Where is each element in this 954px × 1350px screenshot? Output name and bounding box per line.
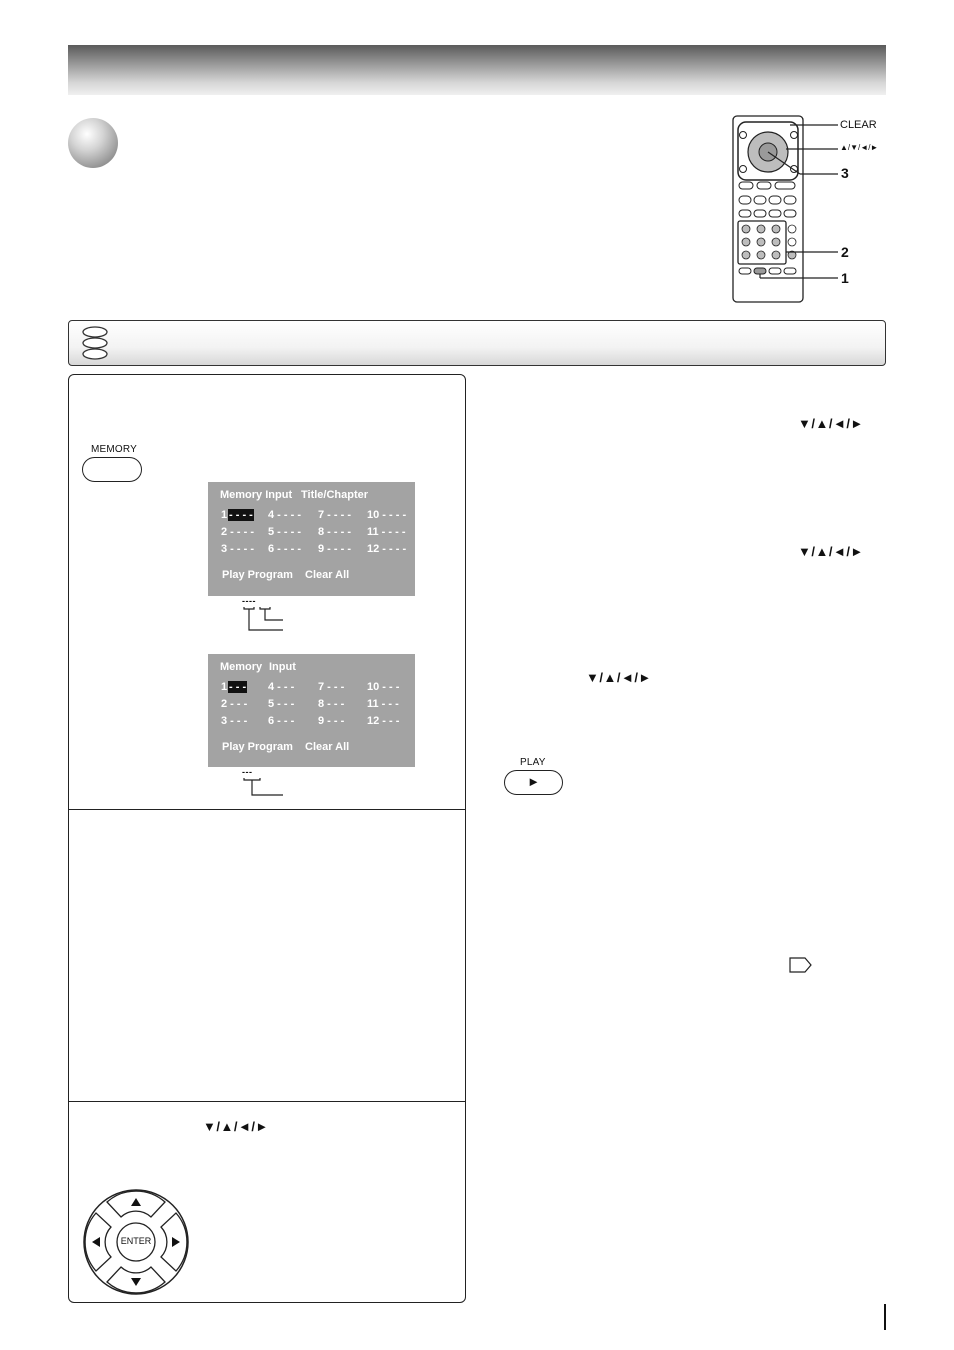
osd-slot-1-cursor[interactable]: - - - [229, 681, 247, 693]
osd-heading: Memory [220, 661, 263, 673]
osd-slot: 12 - - - [367, 715, 400, 727]
osd-slot-1-cursor[interactable]: - - - - [229, 509, 253, 521]
direction-keys-text: ▼/▲/◄/► [203, 1119, 269, 1134]
play-icon: ► [527, 774, 540, 789]
osd-slot: 2 - - - [221, 698, 248, 710]
direction-keys-text: ▼/▲/◄/► [798, 416, 864, 431]
play-button-label: PLAY [520, 757, 546, 768]
panel-divider [69, 1101, 465, 1102]
osd-slot: 7 - - - [318, 681, 345, 693]
direction-keys-text: ▼/▲/◄/► [586, 670, 652, 685]
left-panel [68, 374, 466, 1303]
osd-slot: 6 - - - - [268, 543, 301, 555]
osd-slot: 7 - - - - [318, 509, 351, 521]
osd-heading-sub: Title/Chapter [301, 489, 369, 501]
osd-slot: 8 - - - [318, 698, 345, 710]
osd-slot: 3 - - - - [221, 543, 254, 555]
osd-slot: 5 - - - [268, 698, 295, 710]
osd-slot: 5 - - - - [268, 526, 301, 538]
osd-slot: 9 - - - - [318, 543, 351, 555]
stacked-ovals-icon [81, 325, 111, 361]
memory-button[interactable] [82, 457, 142, 482]
osd-slot: 11 - - - - [367, 526, 406, 538]
osd-slot: 4 - - - [268, 681, 295, 693]
header-band [68, 45, 886, 95]
osd-slot-1: 1 [221, 681, 228, 693]
osd-slot-1: 1 [221, 509, 228, 521]
osd-slot: 10 - - - [367, 681, 400, 693]
osd-slot: 10 - - - - [367, 509, 407, 521]
osd-slot: 6 - - - [268, 715, 295, 727]
legend-bracket-lines [241, 604, 289, 634]
enter-button-label[interactable]: ENTER [120, 1236, 152, 1246]
legend-bracket-lines [241, 775, 289, 799]
direction-pad[interactable] [81, 1187, 191, 1297]
remote-callout-1: 1 [841, 270, 849, 286]
section-ball-icon [68, 118, 118, 168]
osd-slot: 3 - - - [221, 715, 248, 727]
osd-slot: 8 - - - - [318, 526, 351, 538]
memory-input-screen-track [208, 654, 415, 767]
remote-arrows-label: ▲/▼/◄/► [840, 143, 879, 152]
remote-control-illustration [728, 112, 894, 308]
osd-slot: 11 - - - [367, 698, 399, 710]
osd-clear-all[interactable]: Clear All [305, 569, 350, 581]
osd-heading-sub: Input [269, 661, 296, 673]
track-legend-dashes: - - - [242, 767, 251, 777]
osd-slot: 9 - - - [318, 715, 345, 727]
direction-keys-text: ▼/▲/◄/► [798, 544, 864, 559]
osd-clear-all[interactable]: Clear All [305, 741, 350, 753]
osd-slot: 4 - - - - [268, 509, 301, 521]
title-chapter-legend-dashes: - - - - [242, 596, 255, 606]
memory-button-label: MEMORY [91, 444, 138, 455]
remote-callout-3: 3 [841, 165, 849, 181]
panel-divider [69, 809, 465, 810]
osd-play-program[interactable]: Play Program [222, 741, 293, 753]
remote-callout-2: 2 [841, 244, 849, 260]
memory-input-screen-title-chapter [208, 482, 415, 596]
osd-slot: 12 - - - - [367, 543, 407, 555]
play-button[interactable] [504, 770, 563, 795]
osd-slot: 2 - - - - [221, 526, 254, 538]
page-edge-mark [884, 1304, 886, 1330]
page-reference-tag-icon [789, 957, 813, 973]
remote-clear-label: CLEAR [840, 119, 877, 131]
osd-heading: Memory Input [220, 489, 293, 501]
section-header-bar [68, 320, 886, 366]
osd-play-program[interactable]: Play Program [222, 569, 293, 581]
remote-control-drawing [728, 112, 894, 308]
